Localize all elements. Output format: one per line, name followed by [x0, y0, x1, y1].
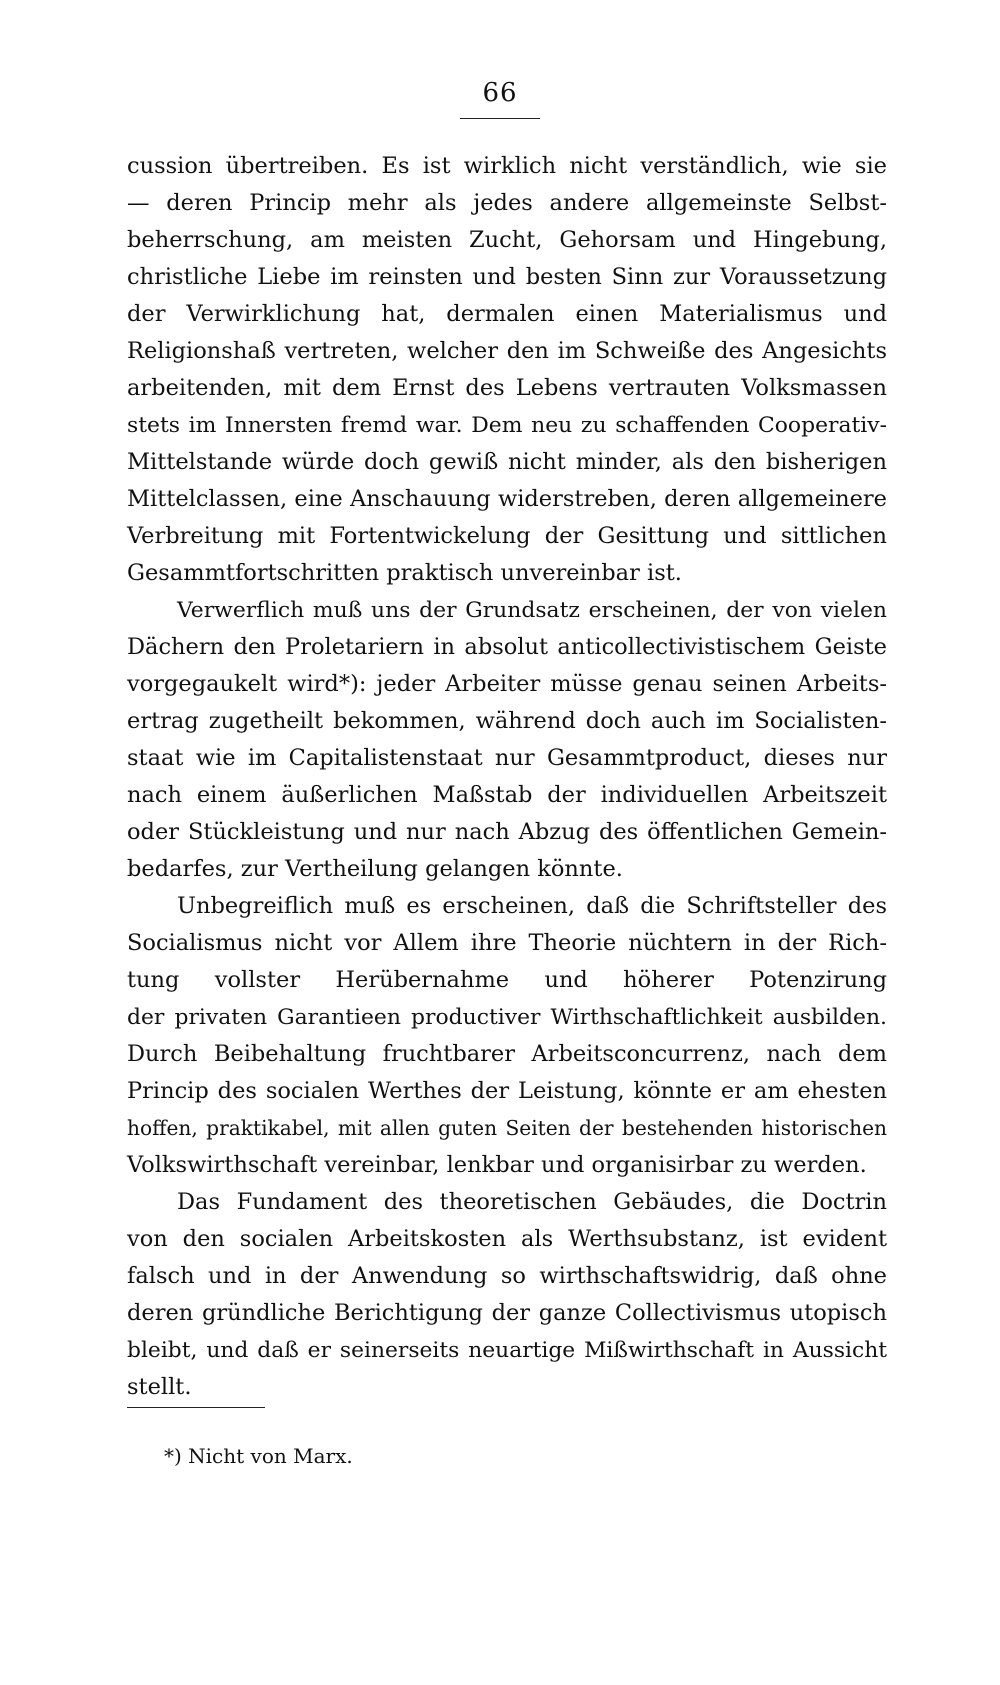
text-line: Durch Beibehaltung fruchtbarer Arbeitsconcurrenz, nach dem [127, 1041, 887, 1067]
text-line: hoffen, praktikabel, mit allen guten Seiten der bestehenden historischen [127, 1116, 887, 1140]
text-line: Religionshaß vertreten, welcher den im Schweiße des Angesichts [127, 338, 887, 364]
text-line: Gesammtfortschritten praktisch unvereinbar ist. [127, 560, 682, 586]
text-line: falsch und in der Anwendung so wirthschaftswidrig, daß ohne [127, 1263, 887, 1289]
text-line: Mittelstande würde doch gewiß nicht minder, als den bisherigen [127, 449, 887, 475]
text-line: Socialismus nicht vor Allem ihre Theorie nüchtern in der Rich- [127, 930, 887, 956]
text-line: bedarfes, zur Vertheilung gelangen könnte. [127, 856, 623, 882]
text-line: Dächern den Proletariern in absolut anticollectivistischem Geiste [127, 634, 887, 660]
text-line: christliche Liebe im reinsten und besten Sinn zur Voraussetzung [127, 264, 887, 290]
text-line: deren gründliche Berichtigung der ganze Collectivismus utopisch [127, 1300, 887, 1326]
text-line: arbeitenden, mit dem Ernst des Lebens vertrauten Volksmassen [127, 375, 887, 401]
text-line: Princip des socialen Werthes der Leistung, könnte er am ehesten [127, 1078, 887, 1104]
text-line: vorgegaukelt wird*): jeder Arbeiter müsse genau seinen Arbeits- [127, 671, 887, 697]
text-line: Unbegreiflich muß es erscheinen, daß die Schriftsteller des [177, 893, 887, 919]
text-line: der Verwirklichung hat, dermalen einen Materialismus und [127, 301, 887, 327]
page-number: 66 [482, 78, 518, 108]
text-line: der privaten Garantieen productiver Wirthschaftlichkeit ausbilden. [127, 1005, 887, 1030]
text-line: cussion übertreiben. Es ist wirklich nicht verständlich, wie sie [127, 153, 887, 179]
text-line: Das Fundament des theoretischen Gebäudes, die Doctrin [177, 1189, 887, 1215]
text-line: oder Stückleistung und nur nach Abzug des öffentlichen Gemein- [127, 819, 887, 845]
text-line: Verwerflich muß uns der Grundsatz erscheinen, der von vielen [177, 598, 887, 623]
text-line: Mittelclassen, eine Anschauung widerstreben, deren allgemeinere [127, 486, 887, 512]
text-line: stets im Innersten fremd war. Dem neu zu schaffenden Cooperativ- [127, 413, 887, 438]
body-text [127, 148, 887, 1406]
text-line: ertrag zugetheilt bekommen, während doch auch im Socialisten- [127, 708, 887, 734]
footnote: *) Nicht von Marx. [164, 1444, 353, 1468]
text-line: Volkswirthschaft vereinbar, lenkbar und organisirbar zu werden. [127, 1152, 867, 1178]
footnote-rule [127, 1407, 265, 1408]
text-line: tung vollster Herübernahme und höherer Potenzirung [127, 967, 887, 993]
text-line: nach einem äußerlichen Maßstab der individuellen Arbeitszeit [127, 782, 887, 808]
text-line: bleibt, und daß er seinerseits neuartige Mißwirthschaft in Aussicht [127, 1338, 887, 1363]
text-line: beherrschung, am meisten Zucht, Gehorsam und Hingebung, [127, 227, 887, 253]
text-line: — deren Princip mehr als jedes andere allgemeinste Selbst- [127, 190, 887, 216]
text-line: stellt. [127, 1374, 192, 1400]
text-line: Verbreitung mit Fortentwickelung der Gesittung und sittlichen [127, 523, 887, 549]
text-line: staat wie im Capitalistenstaat nur Gesammtproduct, dieses nur [127, 745, 887, 771]
page-number-rule [460, 118, 540, 119]
text-line: von den socialen Arbeitskosten als Werthsubstanz, ist evident [127, 1226, 887, 1252]
